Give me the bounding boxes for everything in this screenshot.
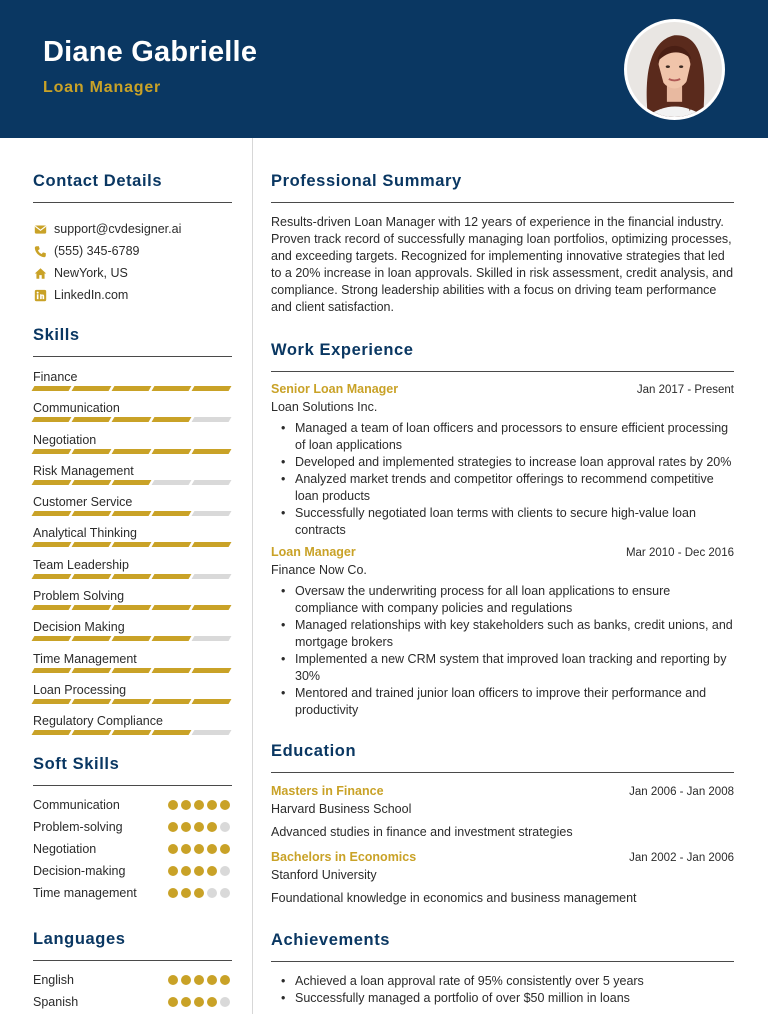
achievements-list (295, 973, 734, 1007)
right-column (271, 138, 734, 1007)
skill-level-segment (72, 636, 112, 641)
contact-linkedin-text: LinkedIn.com (54, 288, 129, 302)
column-divider (252, 138, 253, 1014)
skill-level-segment (32, 699, 72, 704)
summary-text: Results-driven Loan Manager with 12 years of experience in the financial industry. Proven track record of successfully managing loan portfolios, optimizing processes, and exceeding targets. Recognized for implementing innovative strategies that led to a 20% increase in loan approvals. Skilled in risk assessment, credit analysis, and compliance. Strong leadership abilities with a focus on driving team performance and client satisfaction. (271, 215, 734, 314)
skill-level-segment (32, 636, 72, 641)
skill-level-segment (72, 386, 112, 391)
experience-section-title: Work Experience (271, 341, 414, 359)
skill-level-segment (72, 668, 112, 673)
list-item: • Managed a team of loan officers and processors to ensure efficient processing of loan applications (295, 420, 734, 454)
soft-skill-item (33, 838, 232, 860)
soft-skill-item (33, 795, 232, 817)
skill-level-segment (112, 417, 152, 422)
skill-level-segment (152, 636, 192, 641)
skill-level-segment (112, 730, 152, 735)
list-item: • Managed relationships with key stakeholders such as banks, credit unions, and mortgage brokers (295, 617, 734, 651)
soft-skills-list (33, 795, 232, 904)
skill-level-segment (32, 386, 72, 391)
linkedin-icon (33, 288, 47, 302)
languages-section-title: Languages (33, 929, 126, 948)
list-item: • Developed and implemented strategies to increase loan approval rates by 20% (295, 454, 734, 471)
achievements-section-title: Achievements (271, 931, 391, 949)
summary-section-title: Professional Summary (271, 172, 462, 190)
skill-level-segment (192, 511, 232, 516)
skill-level-segment (112, 668, 152, 673)
rating-dot (181, 844, 191, 854)
skill-level-segment (32, 417, 72, 422)
skill-level-segment (32, 668, 72, 673)
skill-level-segment (192, 386, 232, 391)
skill-level-bar (33, 542, 230, 547)
skill-level-segment (32, 449, 72, 454)
education-entry (271, 850, 734, 907)
school: Harvard Business School (271, 802, 412, 816)
list-item: • Oversaw the underwriting process for all loan applications to ensure compliance with company policies and regulations (295, 583, 734, 617)
skills-section-title: Skills (33, 326, 80, 344)
skill-level-segment (112, 386, 152, 391)
skill-level-bar (33, 449, 230, 454)
skill-level-segment (152, 730, 192, 735)
language-item (33, 991, 232, 1013)
rating-dot (181, 800, 191, 810)
skill-level-bar (33, 386, 230, 391)
rating-dot (220, 844, 230, 854)
rating-dots (168, 800, 230, 810)
skill-item (33, 464, 232, 495)
skill-level-bar (33, 574, 230, 579)
contact-location-text: NewYork, US (54, 266, 128, 280)
skill-level-segment (192, 542, 232, 547)
skill-item (33, 526, 232, 557)
job-role: Loan Manager (271, 545, 356, 559)
skill-label: Loan Processing (33, 682, 127, 697)
skill-level-segment (192, 668, 232, 673)
skill-label: Decision Making (33, 620, 125, 635)
list-item: • Analyzed market trends and competitor offerings to recommend competitive loan products (295, 471, 734, 505)
soft-skill-item-label: Time management (33, 885, 137, 900)
skill-level-bar (33, 511, 230, 516)
skill-level-segment (152, 386, 192, 391)
contact-section-title: Contact Details (33, 172, 163, 190)
skill-level-segment (152, 417, 192, 422)
rating-dot (168, 866, 178, 876)
soft-skill-item (33, 882, 232, 904)
skill-label: Team Leadership (33, 557, 129, 572)
degree: Masters in Finance (271, 784, 384, 798)
language-item-label: Spanish (33, 995, 79, 1010)
skill-level-segment (72, 511, 112, 516)
rating-dot (220, 997, 230, 1007)
portrait-image (627, 22, 722, 117)
skill-level-segment (192, 605, 232, 610)
rating-dot (168, 822, 178, 832)
skill-level-bar (33, 480, 230, 485)
skill-level-segment (72, 449, 112, 454)
skill-label: Communication (33, 401, 120, 416)
rating-dot (207, 975, 217, 985)
skill-level-segment (152, 511, 192, 516)
skill-level-segment (152, 574, 192, 579)
education-desc: Advanced studies in finance and investment strategies (271, 825, 573, 839)
skill-level-segment (72, 542, 112, 547)
rating-dot (168, 975, 178, 985)
rating-dot (181, 866, 191, 876)
job-role: Senior Loan Manager (271, 382, 399, 396)
soft-skill-item (33, 860, 232, 882)
home-icon (33, 266, 47, 280)
skill-item (33, 714, 232, 745)
skill-level-segment (32, 480, 72, 485)
skill-item (33, 495, 232, 526)
skill-level-segment (192, 699, 232, 704)
skill-level-segment (112, 449, 152, 454)
job-entry (271, 382, 734, 539)
education-dates: Jan 2006 - Jan 2008 (629, 786, 734, 798)
skill-item (33, 370, 232, 401)
skill-label: Regulatory Compliance (33, 714, 163, 729)
skill-item (33, 683, 232, 714)
skill-level-segment (192, 480, 232, 485)
skill-level-segment (152, 542, 192, 547)
rating-dot (181, 888, 191, 898)
skill-label: Risk Management (33, 463, 134, 478)
skill-level-segment (72, 574, 112, 579)
rating-dot (168, 888, 178, 898)
candidate-name: Diane Gabrielle (43, 36, 258, 68)
rating-dot (194, 888, 204, 898)
list-item: • Achieved a loan approval rate of 95% consistently over 5 years (295, 973, 734, 990)
contact-phone[interactable] (33, 240, 232, 262)
candidate-title: Loan Manager (43, 79, 162, 96)
list-item: • Successfully managed a portfolio of over $50 million in loans (295, 990, 734, 1007)
list-item: • Mentored and trained junior loan officers to improve their performance and productivity (295, 685, 734, 719)
rating-dot (181, 975, 191, 985)
skill-level-bar (33, 730, 230, 735)
skill-level-segment (72, 480, 112, 485)
skill-level-segment (32, 542, 72, 547)
skill-level-segment (192, 574, 232, 579)
rating-dots (168, 888, 230, 898)
skill-level-segment (192, 417, 232, 422)
skill-level-segment (72, 699, 112, 704)
contact-linkedin[interactable] (33, 284, 232, 306)
education-desc: Foundational knowledge in economics and business management (271, 891, 637, 905)
skill-level-segment (152, 668, 192, 673)
rating-dot (207, 888, 217, 898)
skill-level-segment (152, 699, 192, 704)
skill-item (33, 401, 232, 432)
skill-label: Customer Service (33, 495, 133, 510)
rating-dot (168, 800, 178, 810)
skill-item (33, 589, 232, 620)
contact-location (33, 262, 232, 284)
soft-skill-item (33, 816, 232, 838)
job-bullets (295, 420, 734, 539)
rating-dot (220, 822, 230, 832)
skill-level-segment (192, 636, 232, 641)
skill-level-segment (32, 605, 72, 610)
school: Stanford University (271, 868, 377, 882)
skill-item (33, 558, 232, 589)
rating-dots (168, 866, 230, 876)
soft-skills-section-title: Soft Skills (33, 754, 120, 773)
contact-email[interactable] (33, 218, 232, 240)
languages-list (33, 970, 232, 1014)
list-item: • Implemented a new CRM system that improved loan tracking and reporting by 30% (295, 651, 734, 685)
skill-level-segment (112, 605, 152, 610)
education-entry (271, 784, 734, 841)
left-column (33, 138, 232, 1013)
rating-dot (194, 866, 204, 876)
skill-level-segment (112, 480, 152, 485)
envelope-icon (33, 222, 47, 236)
skill-level-bar (33, 605, 230, 610)
skill-level-segment (112, 511, 152, 516)
education-dates: Jan 2002 - Jan 2006 (629, 852, 734, 864)
skill-item (33, 433, 232, 464)
skill-level-segment (112, 699, 152, 704)
rating-dot (194, 844, 204, 854)
skill-level-bar (33, 417, 230, 422)
rating-dot (194, 800, 204, 810)
job-dates: Jan 2017 - Present (636, 384, 734, 396)
skill-level-segment (152, 605, 192, 610)
skill-level-segment (72, 605, 112, 610)
rating-dot (207, 800, 217, 810)
rating-dot (181, 997, 191, 1007)
skill-level-segment (152, 480, 192, 485)
rating-dot (207, 866, 217, 876)
list-item: • Successfully negotiated loan terms with clients to secure high-value loan contracts (295, 505, 734, 539)
phone-icon (33, 244, 47, 258)
language-item-label: English (33, 973, 74, 988)
soft-skill-item-label: Communication (33, 798, 120, 813)
contact-list (33, 218, 232, 306)
skill-level-segment (32, 574, 72, 579)
skills-list (33, 370, 232, 746)
contact-phone-text: (555) 345-6789 (54, 244, 140, 258)
skill-label: Finance (33, 370, 78, 384)
skill-level-bar (33, 699, 230, 704)
rating-dot (181, 822, 191, 832)
rating-dot (194, 997, 204, 1007)
skill-item (33, 620, 232, 651)
rating-dot (220, 866, 230, 876)
rating-dot (168, 844, 178, 854)
skill-level-segment (112, 542, 152, 547)
rating-dot (207, 822, 217, 832)
rating-dot (207, 997, 217, 1007)
education-section-title: Education (271, 742, 357, 760)
rating-dot (194, 822, 204, 832)
rating-dot (220, 975, 230, 985)
soft-skill-item-label: Negotiation (33, 842, 97, 857)
skill-level-segment (112, 574, 152, 579)
job-company: Finance Now Co. (271, 563, 367, 577)
profile-photo (624, 19, 725, 120)
degree: Bachelors in Economics (271, 850, 417, 864)
skill-level-bar (33, 668, 230, 673)
job-bullets (295, 583, 734, 719)
skill-label: Problem Solving (33, 589, 125, 604)
job-dates: Mar 2010 - Dec 2016 (625, 547, 734, 559)
skill-label: Time Management (33, 651, 137, 666)
job-company: Loan Solutions Inc. (271, 400, 378, 414)
skill-level-segment (192, 730, 232, 735)
skill-level-segment (152, 449, 192, 454)
language-item (33, 970, 232, 992)
rating-dot (194, 975, 204, 985)
skill-level-segment (192, 449, 232, 454)
rating-dot (220, 888, 230, 898)
soft-skill-item-label: Decision-making (33, 863, 126, 878)
skill-level-segment (32, 730, 72, 735)
rating-dots (168, 997, 230, 1007)
contact-email-text: support@cvdesigner.ai (54, 222, 182, 236)
job-entry (271, 545, 734, 719)
skill-level-segment (72, 417, 112, 422)
skill-level-segment (32, 511, 72, 516)
skill-label: Negotiation (33, 432, 97, 447)
skill-level-segment (72, 730, 112, 735)
rating-dots (168, 975, 230, 985)
skill-label: Analytical Thinking (33, 526, 137, 541)
rating-dot (168, 997, 178, 1007)
skill-level-segment (112, 636, 152, 641)
skill-item (33, 652, 232, 683)
resume-header (0, 0, 768, 138)
rating-dot (220, 800, 230, 810)
soft-skill-item-label: Problem-solving (33, 820, 123, 835)
rating-dots (168, 844, 230, 854)
skill-level-bar (33, 636, 230, 641)
rating-dot (207, 844, 217, 854)
rating-dots (168, 822, 230, 832)
